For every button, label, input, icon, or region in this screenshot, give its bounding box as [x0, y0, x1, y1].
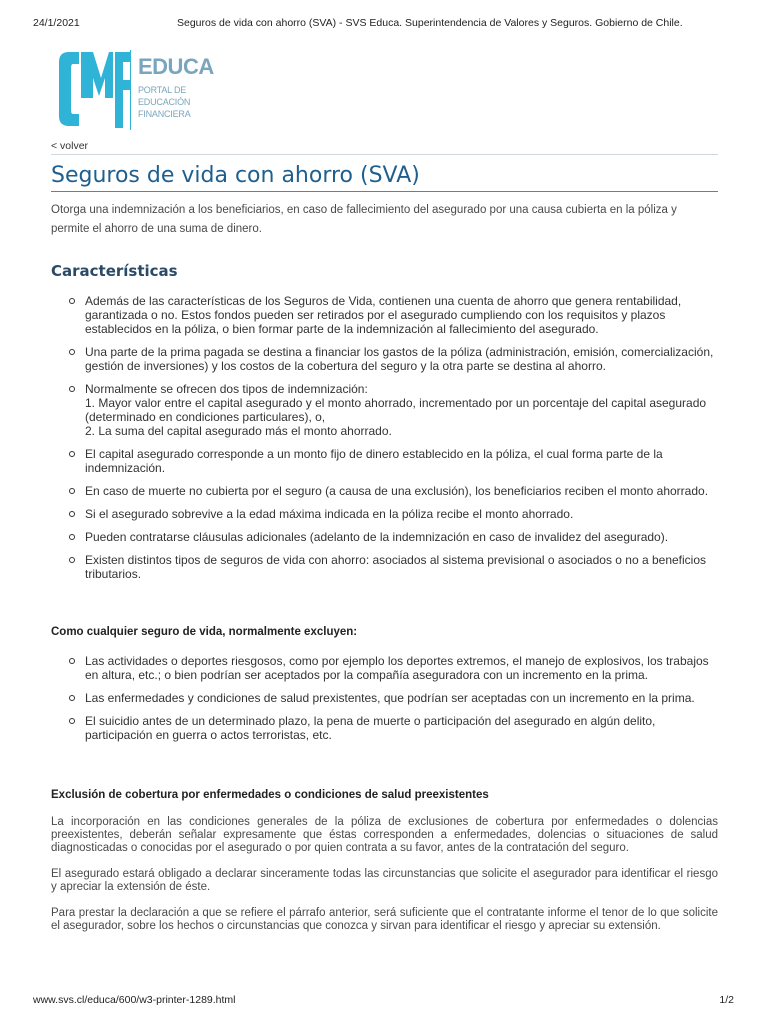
list-item [51, 530, 718, 544]
list-item [51, 507, 718, 521]
page-title: Seguros de vida con ahorro (SVA) [51, 162, 718, 192]
logo-divider [130, 50, 131, 130]
bullet-icon [69, 451, 75, 457]
bullet-icon [69, 718, 75, 724]
bullet-icon [69, 658, 75, 664]
logo-text [138, 56, 217, 120]
list-item-text: 2. La suma del capital asegurado más el monto ahorrado. [85, 424, 392, 438]
list-item [51, 382, 718, 438]
list-item-text: Existen distintos tipos de seguros de vida con ahorro: asociados al sistema previsional o asociados o no a beneficios tributarios. [85, 553, 707, 581]
bullet-icon [69, 298, 75, 304]
logo-subtitle-line: PORTAL DE EDUCACIÓN [138, 85, 191, 107]
bullet-icon [69, 488, 75, 494]
exclusions-list [51, 654, 718, 742]
list-item [51, 714, 718, 742]
paragraph: El asegurado estará obligado a declarar sinceramente todas las circunstancias que solicite el asegurador para identificar el riesgo y apreciar la extensión de éste. [51, 868, 718, 893]
list-item [51, 654, 718, 682]
bullet-icon [69, 695, 75, 701]
print-url: www.svs.cl/educa/600/w3-printer-1289.html [33, 994, 236, 1006]
list-item [51, 294, 718, 336]
divider [51, 154, 718, 155]
list-item [51, 691, 718, 705]
list-item-text: En caso de muerte no cubierta por el seguro (a causa de una exclusión), los beneficiarios reciben el monto ahorrado. [85, 484, 709, 498]
list-item-text: El capital asegurado corresponde a un monto fijo de dinero establecido en la póliza, el cual forma parte de la indemnización. [85, 447, 663, 475]
bullet-icon [69, 386, 75, 392]
bullet-icon [69, 511, 75, 517]
list-item-text: El suicidio antes de un determinado plazo, la pena de muerte o participación del asegurado en algún delito, participación en guerra o actos terroristas, etc. [85, 714, 656, 742]
list-item-text: Además de las características de los Seguros de Vida, contienen una cuenta de ahorro que genera rentabilidad, garantizada o no. Estos fondos pueden ser retirados por el asegurado cumpliendo con los requisitos y plazos establecidos en la póliza, o bien formar parte de la indemnización al fallecimiento del asegurado. [85, 294, 682, 336]
list-item [51, 345, 718, 373]
paragraph: La incorporación en las condiciones generales de la póliza de exclusiones de cobertura por enfermedades o dolencias preexistentes, deberán señalar expresamente que éstas corresponden a enfermedades, dolencias o situaciones de salud diagnosticadas o conocidas por el asegurado o por quien contrata a su favor, antes de la contratación del seguro. [51, 816, 718, 854]
exclusions-heading: Como cualquier seguro de vida, normalmente excluyen: [51, 626, 358, 638]
back-link[interactable]: < volver [51, 140, 89, 152]
logo-name: EDUCA [138, 54, 214, 79]
bullet-icon [69, 349, 75, 355]
page-number: 1/2 [719, 994, 734, 1006]
list-item-text: Las actividades o deportes riesgosos, como por ejemplo los deportes extremos, el manejo de explosivos, los trabajos en altura, etc.; o bien podrían ser aceptados por la compañía aseguradora con un incremento en la prima. [85, 654, 709, 682]
cmf-logo-icon [57, 44, 133, 134]
list-item-text: 1. Mayor valor entre el capital asegurado y el monto ahorrado, incrementado por un porcentaje del capital asegurado (determinado en condiciones particulares), o, [85, 396, 707, 424]
list-item-text: Una parte de la prima pagada se destina a financiar los gastos de la póliza (administración, emisión, comercialización, gestión de inversiones) y los costos de la cobertura del seguro y la otra parte se destina al ahorro. [85, 345, 714, 373]
list-item [51, 553, 718, 581]
paragraph: Para prestar la declaración a que se refiere el párrafo anterior, será suficiente que el contratante informe el tenor de lo que solicite el asegurador, sobre los hechos o circunstancias que conozca y sirvan para identificar el riesgo y apreciar su extensión. [51, 907, 718, 932]
preexisting-heading: Exclusión de cobertura por enfermedades o condiciones de salud preexistentes [51, 789, 489, 801]
list-item-text: Normalmente se ofrecen dos tipos de indemnización: [85, 382, 368, 396]
logo-subtitle [138, 84, 217, 120]
list-item-text: Si el asegurado sobrevive a la edad máxima indicada en la póliza recibe el monto ahorrado. [85, 507, 574, 521]
intro-paragraph: Otorga una indemnización a los beneficiarios, en caso de fallecimiento del asegurado por una causa cubierta en la póliza y permite el ahorro de una suma de dinero. [51, 204, 677, 235]
characteristics-heading: Características [51, 262, 178, 280]
print-date: 24/1/2021 [33, 17, 80, 29]
characteristics-list [51, 294, 718, 581]
logo-subtitle-line: FINANCIERA [138, 109, 191, 119]
list-item-text: Las enfermedades y condiciones de salud prexistentes, que podrían ser aceptadas con un incremento en la prima. [85, 691, 695, 705]
bullet-icon [69, 534, 75, 540]
list-item [51, 447, 718, 475]
list-item [51, 484, 718, 498]
list-item-text: Pueden contratarse cláusulas adicionales (adelanto de la indemnización en caso de invalidez del asegurado). [85, 530, 669, 544]
print-doc-title: Seguros de vida con ahorro (SVA) - SVS Educa. Superintendencia de Valores y Seguros. Gobierno de Chile. [177, 17, 683, 29]
cmf-educa-logo[interactable] [57, 44, 217, 134]
bullet-icon [69, 557, 75, 563]
